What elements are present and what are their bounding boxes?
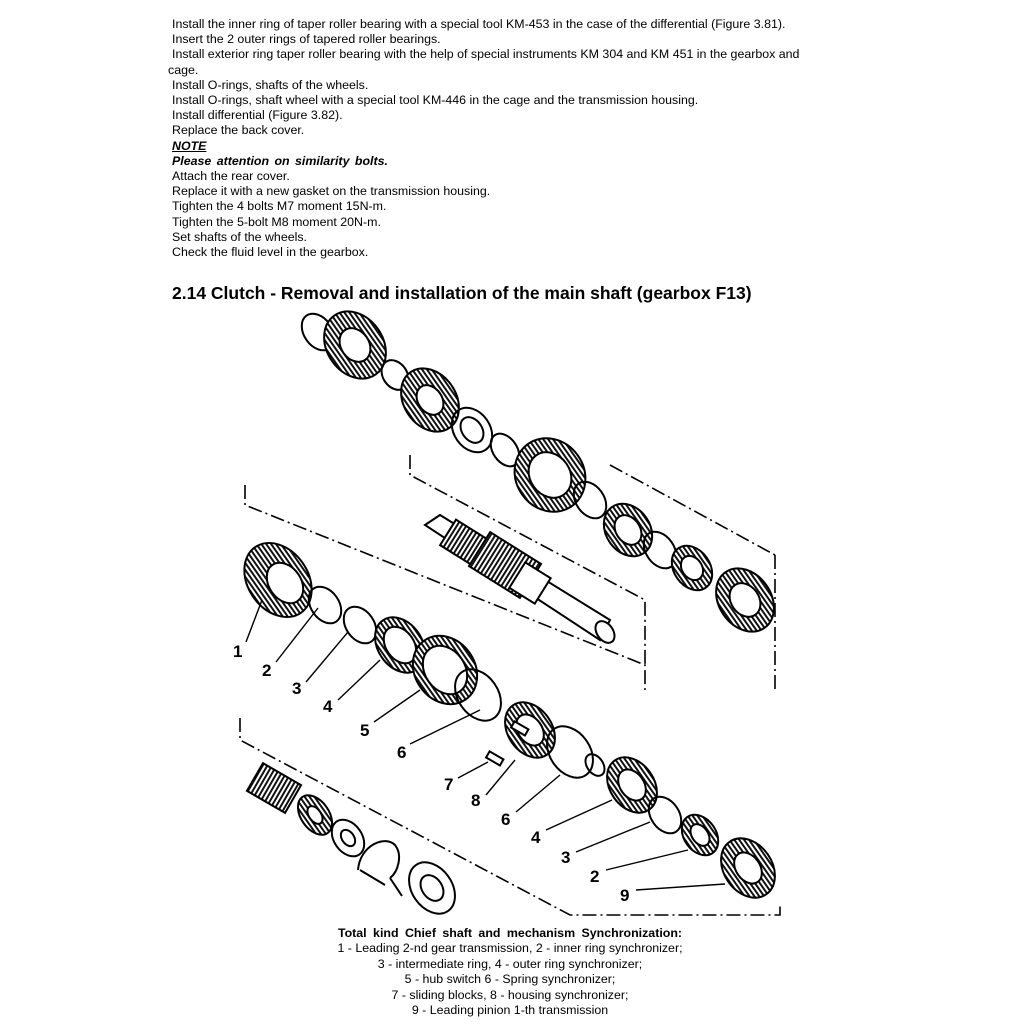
instruction-line: Install differential (Figure 3.82). (172, 108, 343, 123)
instruction-line: Set shafts of the wheels. (172, 229, 307, 244)
callout-label: 9 (620, 886, 630, 905)
instruction-line: Install O-rings, shaft wheel with a special tool KM-446 in the cage and the transmission housing. (172, 93, 699, 108)
instruction-line: Insert the 2 outer rings of tapered roller bearings. (172, 32, 441, 47)
instruction-line: Install O-rings, shafts of the wheels. (172, 77, 369, 92)
figure-caption (260, 926, 760, 1018)
instruction-line: Attach the rear cover. (172, 169, 290, 184)
callout-label: 3 (292, 679, 302, 698)
caption-line: 3 - intermediate ring, 4 - outer ring synchronizer; (377, 956, 643, 971)
caption-line: 9 - Leading pinion 1-th transmission (411, 1003, 609, 1018)
instruction-line: cage. (168, 62, 199, 77)
callout-label: 6 (397, 743, 407, 762)
callout-label: 4 (323, 697, 333, 716)
caption-line: 5 - hub switch 6 - Spring synchronizer; (404, 972, 616, 987)
callout-label: 8 (471, 791, 481, 810)
instruction-line: Replace the back cover. (172, 123, 305, 138)
callout-label: 2 (590, 867, 600, 886)
instruction-line: Replace it with a new gasket on the transmission housing. (172, 184, 491, 199)
section-title: 2.14 Clutch - Removal and installation of the main shaft (gearbox F13) (172, 283, 752, 303)
callout-leaders (246, 600, 725, 890)
exploded-view-figure (200, 305, 800, 925)
callout-label: 2 (262, 661, 272, 680)
note-text: Please attention on similarity bolts. (172, 153, 388, 168)
caption-line: 7 - sliding blocks, 8 - housing synchronizer; (391, 987, 629, 1002)
callout-label: 3 (561, 848, 571, 867)
instructions-block (168, 17, 862, 260)
note-label: NOTE (172, 138, 207, 153)
callout-label: 7 (444, 775, 454, 794)
instruction-line: Install exterior ring taper roller bearing with the help of special instruments KM 304 and KM 451 in the gearbox and (172, 47, 800, 62)
callout-label: 5 (360, 721, 370, 740)
callout-label: 4 (531, 828, 541, 847)
instruction-line: Check the fluid level in the gearbox. (172, 245, 369, 260)
instruction-line: Install the inner ring of taper roller bearing with a special tool KM-453 in the case of the differential (Figure 3.81). (172, 17, 786, 31)
caption-title: Total kind Chief shaft and mechanism Synchronization: (337, 926, 683, 940)
caption-line: 1 - Leading 2-nd gear transmission, 2 - inner ring synchronizer; (337, 941, 683, 956)
lower-parts-group (247, 763, 464, 922)
callout-label: 6 (501, 810, 511, 829)
instruction-line: Tighten the 5-bolt M8 moment 20N-m. (172, 214, 381, 229)
callout-label: 1 (233, 642, 243, 661)
instruction-line: Tighten the 4 bolts M7 moment 15N-m. (172, 199, 387, 214)
